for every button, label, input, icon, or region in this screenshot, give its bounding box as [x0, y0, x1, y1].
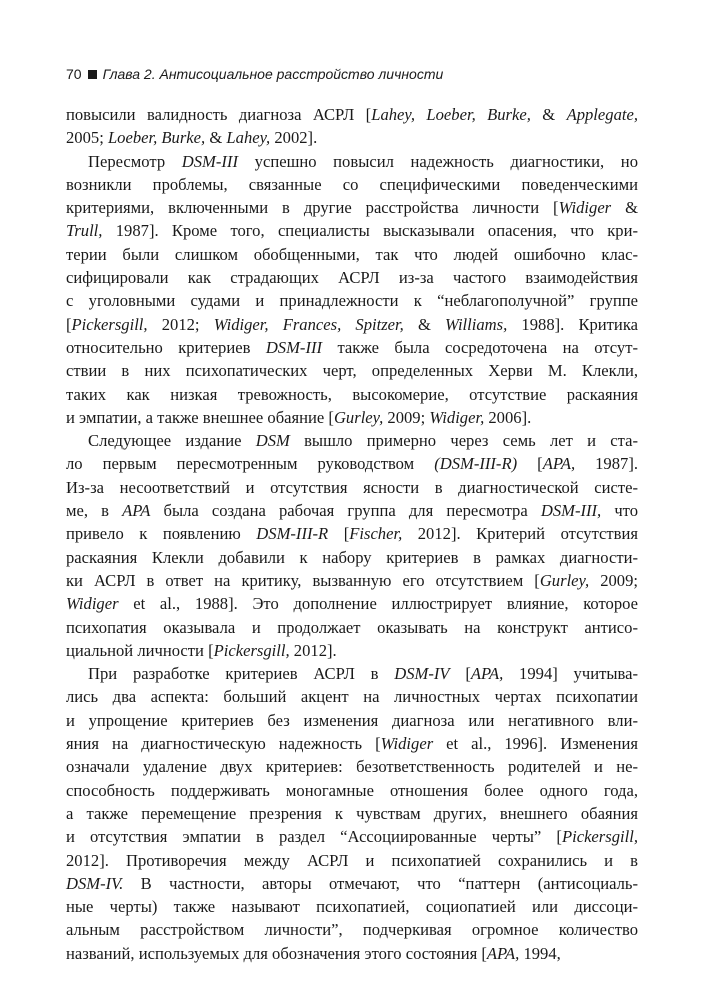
text-run: таких как низкая тревожность, высокомерие, отсутствие раскаяния [66, 384, 638, 404]
text-run: терии были слишком обобщенными, так что людей ошибочно клас- [66, 244, 638, 264]
text-run: возникли проблемы, связанные со специфическими поведенческими [66, 174, 638, 194]
page-number: 70 [66, 66, 82, 82]
italic-text: DSM [255, 431, 290, 451]
italic-text: Applegate, [566, 105, 638, 124]
text-line [66, 709, 638, 732]
text-run: яния на диагностическую надежность [ [66, 734, 381, 754]
text-line [66, 895, 638, 918]
text-line [66, 336, 638, 359]
text-line [66, 313, 638, 336]
italic-text: APA, [486, 943, 520, 963]
italic-text: Pickersgill, [213, 640, 290, 660]
text-run: означали удаление двух критериев: безответственность родителей и не- [66, 757, 638, 777]
text-line [66, 569, 638, 592]
italic-text: Lahey, [226, 128, 271, 148]
text-line [66, 429, 638, 452]
text-run: вышло примерно через семь лет и ста- [289, 431, 638, 451]
italic-text: APA, [470, 664, 504, 684]
text-run: а также перемещение презрения к чувствам других, внешнего обаяния [66, 803, 638, 823]
text-run: относительно критериев [66, 337, 266, 357]
text-run: что [601, 501, 639, 521]
text-line [66, 499, 638, 522]
text-run: сифицировали как страдающих АСРЛ из-за частого взаимодействия [66, 268, 638, 288]
text-line [66, 219, 638, 242]
text-run: 1994, [519, 943, 561, 963]
text-line [66, 476, 638, 499]
text-line [66, 849, 638, 872]
text-run: и упрощение критериев без изменения диагноза или негативного вли- [66, 710, 638, 730]
italic-text: Pickersgill, [561, 827, 638, 847]
italic-text: Trull, [66, 221, 103, 241]
text-run: 1987]. Кроме того, специалисты высказывали опасения, что кри- [102, 221, 638, 241]
text-run: с уголовными судами и принадлежности к “неблагополучной” группе [66, 291, 638, 311]
text-run: 2012]. [289, 640, 337, 660]
text-line [66, 942, 638, 965]
text-run: также была сосредоточена на отсут- [322, 337, 638, 357]
italic-text: Loeber, Burke, [107, 128, 206, 148]
text-line [66, 406, 638, 429]
text-run: [ [517, 454, 543, 474]
text-run: ло первым пересмотренным руководством [66, 454, 435, 474]
text-run: 1987]. [575, 454, 638, 474]
text-line [66, 522, 638, 545]
text-line [66, 196, 638, 219]
text-run: критериями, включенными в другие расстройства личности [ [66, 198, 559, 218]
italic-text: DSM-III, [540, 501, 602, 521]
italic-text: APA, [542, 454, 576, 474]
text-line [66, 266, 638, 289]
text-run: [ [66, 314, 72, 334]
italic-text: APA [122, 501, 151, 521]
text-run: циальной личности [ [66, 640, 214, 660]
text-line [66, 150, 638, 173]
text-run: При разработке критериев АСРЛ в [88, 664, 395, 684]
text-line [66, 243, 638, 266]
text-line [66, 592, 638, 615]
text-run: & [205, 128, 227, 148]
square-bullet-icon [88, 70, 97, 79]
text-run: & [403, 314, 446, 334]
text-run: Пересмотр [88, 151, 182, 171]
text-run: альным расстройством личности”, подчеркивая огромное количество [66, 920, 638, 940]
italic-text: Widiger [66, 594, 119, 614]
text-line [66, 103, 638, 126]
text-run: & [611, 198, 638, 218]
italic-text: Widiger, Frances, Spitzer, [213, 314, 404, 334]
text-line [66, 755, 638, 778]
italic-text: Pickersgill, [71, 314, 148, 334]
text-line [66, 546, 638, 569]
text-run: 2002]. [270, 128, 318, 148]
text-run: Из-за несоответствий и отсутствия ясности в диагностической систе- [66, 477, 638, 497]
text-run: ме, в [66, 501, 123, 521]
italic-text: Widiger [558, 198, 612, 218]
italic-text: (DSM-III-R) [434, 454, 518, 474]
italic-text: DSM-III [181, 151, 238, 171]
text-run: Следующее издание [88, 431, 256, 451]
text-line [66, 918, 638, 941]
text-line [66, 685, 638, 708]
italic-text: Gurley, [539, 570, 590, 590]
italic-text: Lahey, Loeber, Burke, [371, 105, 531, 124]
text-run: психопатия оказывала и продолжает оказывать на конструкт антисо- [66, 617, 638, 637]
text-run: et al., 1988]. Это дополнение иллюстрирует влияние, которое [118, 594, 638, 614]
book-page [66, 64, 638, 965]
text-run: et al., 1996]. Изменения [433, 734, 638, 754]
text-run: [ [328, 524, 350, 544]
text-line [66, 825, 638, 848]
text-run: 1988]. Критика [507, 314, 638, 334]
chapter-title: Глава 2. Антисоциальное расстройство личности [102, 66, 444, 82]
text-run: была создана рабочая группа для пересмотра [150, 501, 541, 521]
text-run: В частности, авторы отмечают, что “паттерн (антисоциаль- [123, 873, 638, 893]
text-run: 2009; [589, 570, 638, 590]
text-line [66, 359, 638, 382]
text-run: ные черты) также называют психопатией, социопатией или диссоци- [66, 897, 638, 917]
text-line [66, 289, 638, 312]
text-run: 2005; [66, 128, 108, 148]
text-line [66, 452, 638, 475]
italic-text: DSM-IV [394, 664, 450, 684]
text-run: успешно повысил надежность диагностики, но [238, 151, 638, 171]
italic-text: Widiger, [429, 407, 485, 427]
text-line [66, 872, 638, 895]
text-run: 1994] учитыва- [503, 664, 638, 684]
text-run: 2012; [147, 314, 214, 334]
text-line [66, 802, 638, 825]
text-line [66, 126, 638, 149]
text-line [66, 639, 638, 662]
italic-text: Williams, [445, 314, 508, 334]
text-run: ствии в них психопатических черт, определенных Херви М. Клекли, [66, 361, 638, 381]
text-line [66, 616, 638, 639]
text-line [66, 383, 638, 406]
italic-text: DSM-IV. [66, 873, 124, 893]
italic-text: DSM-III-R [256, 524, 329, 544]
text-run: привело к появлению [66, 524, 257, 544]
text-run: способность поддерживать моногамные отношения более одного года, [66, 780, 638, 800]
text-run: лись два аспекта: больший акцент на личностных чертах психопатии [66, 687, 638, 707]
text-run: 2012]. Критерий отсутствия [402, 524, 638, 544]
text-run: & [530, 105, 567, 124]
running-head [66, 64, 638, 86]
text-run: 2006]. [484, 407, 532, 427]
text-run: повысили валидность диагноза АСРЛ [ [66, 105, 372, 124]
text-run: и отсутствия эмпатии в раздел “Ассоциированные черты” [ [66, 827, 562, 847]
text-run: раскаяния Клекли добавили к набору критериев в рамках диагности- [66, 547, 638, 567]
text-run: [ [449, 664, 471, 684]
text-run: и эмпатии, а также внешнее обаяние [ [66, 407, 334, 427]
text-run: названий, используемых для обозначения этого состояния [ [66, 943, 487, 963]
body-text [66, 103, 638, 965]
text-line [66, 779, 638, 802]
text-run: 2009; [383, 407, 430, 427]
italic-text: Widiger [380, 734, 434, 754]
italic-text: Gurley, [333, 407, 384, 427]
text-line [66, 732, 638, 755]
italic-text: Fischer, [349, 524, 403, 544]
text-line [66, 173, 638, 196]
text-run: 2012]. Противоречия между АСРЛ и психопатией сохранились и в [66, 850, 638, 870]
text-line [66, 662, 638, 685]
text-run: ки АСРЛ в ответ на критику, вызванную его отсутствием [ [66, 570, 540, 590]
italic-text: DSM-III [265, 337, 323, 357]
